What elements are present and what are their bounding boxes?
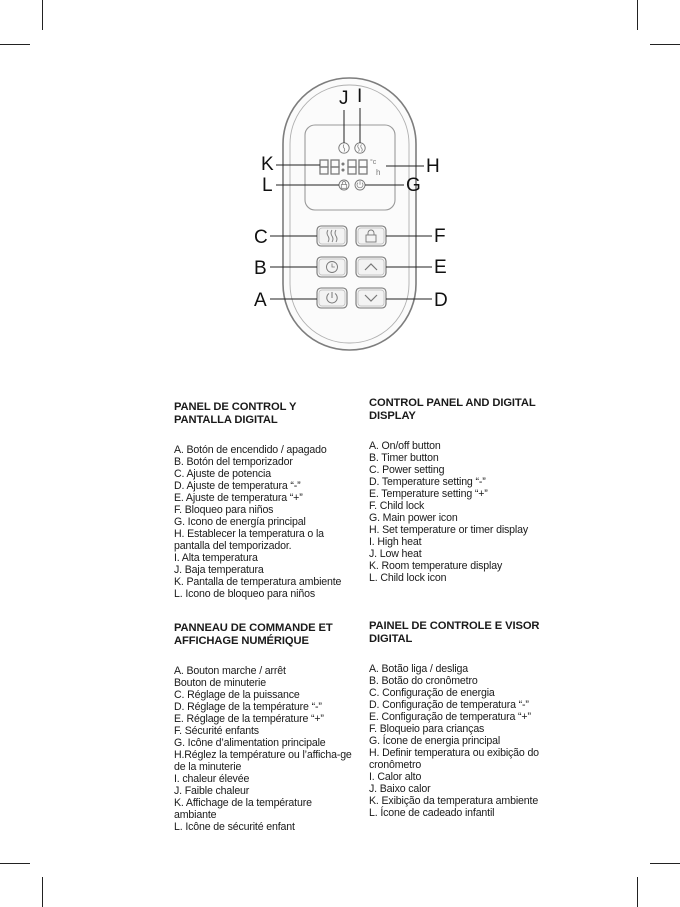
list-item: J. Faible chaleur xyxy=(174,785,250,797)
list-item: D. Ajuste de temperatura “-” xyxy=(174,480,301,492)
callout-j: J xyxy=(339,88,349,109)
callout-i: I xyxy=(357,86,363,107)
list-item: G. Ícone de energia principal xyxy=(369,735,501,747)
list-item: Bouton de minuterie xyxy=(174,677,266,689)
list-item: L. Icono de bloqueo para niños xyxy=(174,588,315,600)
list-item: E. Ajuste de temperatura “+” xyxy=(174,492,303,504)
list-item: K. Pantalla de temperatura ambiente xyxy=(174,576,342,588)
list-item: F. Bloqueio para crianças xyxy=(369,723,485,735)
list-item: L. Child lock icon xyxy=(369,572,447,584)
section-spanish xyxy=(174,401,356,600)
list-item: I. Calor alto xyxy=(369,771,422,783)
on-off-button[interactable] xyxy=(317,288,347,308)
temperature-up-button[interactable] xyxy=(356,257,386,277)
section-title: PANNEAU DE COMMANDE ET AFFICHAGE NUMÉRIQUE xyxy=(174,622,333,647)
section-french xyxy=(174,622,354,833)
section-title: CONTROL PANEL AND DIGITAL DISPLAY xyxy=(369,397,536,422)
remote-body xyxy=(283,78,416,350)
callout-f: F xyxy=(434,226,446,247)
callout-k: K xyxy=(261,154,274,175)
degree-unit: °c xyxy=(370,159,377,166)
list-item: H. Set temperature or timer display xyxy=(369,524,529,536)
list-item: D. Configuração de temperatura “-” xyxy=(369,699,529,711)
list-item: L. Ícone de cadeado infantil xyxy=(369,807,495,819)
list-item: F. Sécurité enfants xyxy=(174,725,259,737)
power-setting-button[interactable] xyxy=(317,226,347,246)
callout-g: G xyxy=(406,175,421,196)
hour-unit: h xyxy=(376,168,381,177)
list-item: C. Ajuste de potencia xyxy=(174,468,271,480)
list-item: G. Main power icon xyxy=(369,512,458,524)
list-item: A. Bouton marche / arrêt xyxy=(174,665,286,677)
callout-b: B xyxy=(254,258,267,279)
crop-mark xyxy=(42,877,43,907)
temperature-down-button[interactable] xyxy=(356,288,386,308)
list-item: A. Botão liga / desliga xyxy=(369,663,469,675)
list-item: C. Réglage de la puissance xyxy=(174,689,300,701)
section-title: PAINEL DE CONTROLE E VISOR DIGITAL xyxy=(369,620,540,645)
list-item: K. Room temperature display xyxy=(369,560,503,572)
callout-c: C xyxy=(254,227,268,248)
list-item: E. Temperature setting “+” xyxy=(369,488,488,500)
legend-list xyxy=(174,444,356,600)
crop-mark xyxy=(637,877,638,907)
list-item: L. Icône de sécurité enfant xyxy=(174,821,295,833)
list-item: J. Baixo calor xyxy=(369,783,431,795)
callout-l: L xyxy=(262,175,273,196)
list-item: K. Affichage de la température ambiante xyxy=(174,797,312,821)
list-item: G. Icône d’alimentation principale xyxy=(174,737,326,749)
list-item: D. Temperature setting “-” xyxy=(369,476,486,488)
legend-list xyxy=(174,665,354,833)
control-panel-diagram xyxy=(0,0,680,360)
callout-e: E xyxy=(434,257,447,278)
callout-d: D xyxy=(434,290,448,311)
list-item: J. Low heat xyxy=(369,548,422,560)
list-item: B. Botón del temporizador xyxy=(174,456,293,468)
list-item: H.Réglez la température ou l’afficha-ge de la minuterie xyxy=(174,749,352,773)
list-item: F. Child lock xyxy=(369,500,425,512)
list-item: A. On/off button xyxy=(369,440,441,452)
legend-list xyxy=(369,440,549,584)
section-portuguese xyxy=(369,620,551,819)
list-item: D. Réglage de la température “-” xyxy=(174,701,322,713)
callout-a: A xyxy=(254,290,267,311)
list-item: I. Alta temperatura xyxy=(174,552,258,564)
list-item: J. Baja temperatura xyxy=(174,564,264,576)
list-item: A. Botón de encendido / apagado xyxy=(174,444,327,456)
crop-mark xyxy=(650,863,680,864)
callout-h: H xyxy=(426,156,440,177)
list-item: I. High heat xyxy=(369,536,422,548)
list-item: H. Establecer la temperatura o la pantalla del temporizador. xyxy=(174,528,324,552)
timer-button[interactable] xyxy=(317,257,347,277)
list-item: G. Icono de energía principal xyxy=(174,516,306,528)
legend-list xyxy=(369,663,551,819)
list-item: C. Configuração de energia xyxy=(369,687,495,699)
list-item: C. Power setting xyxy=(369,464,445,476)
crop-mark xyxy=(0,863,30,864)
section-title: PANEL DE CONTROL Y PANTALLA DIGITAL xyxy=(174,401,297,426)
section-english xyxy=(369,397,549,584)
list-item: B. Timer button xyxy=(369,452,439,464)
list-item: E. Configuração de temperatura “+” xyxy=(369,711,531,723)
list-item: H. Definir temperatura ou exibição do cronômetro xyxy=(369,747,539,771)
list-item: I. chaleur élevée xyxy=(174,773,250,785)
child-lock-button[interactable] xyxy=(356,226,386,246)
list-item: F. Bloqueo para niños xyxy=(174,504,274,516)
list-item: E. Réglage de la température “+” xyxy=(174,713,324,725)
list-item: K. Exibição da temperatura ambiente xyxy=(369,795,539,807)
list-item: B. Botão do cronômetro xyxy=(369,675,478,687)
